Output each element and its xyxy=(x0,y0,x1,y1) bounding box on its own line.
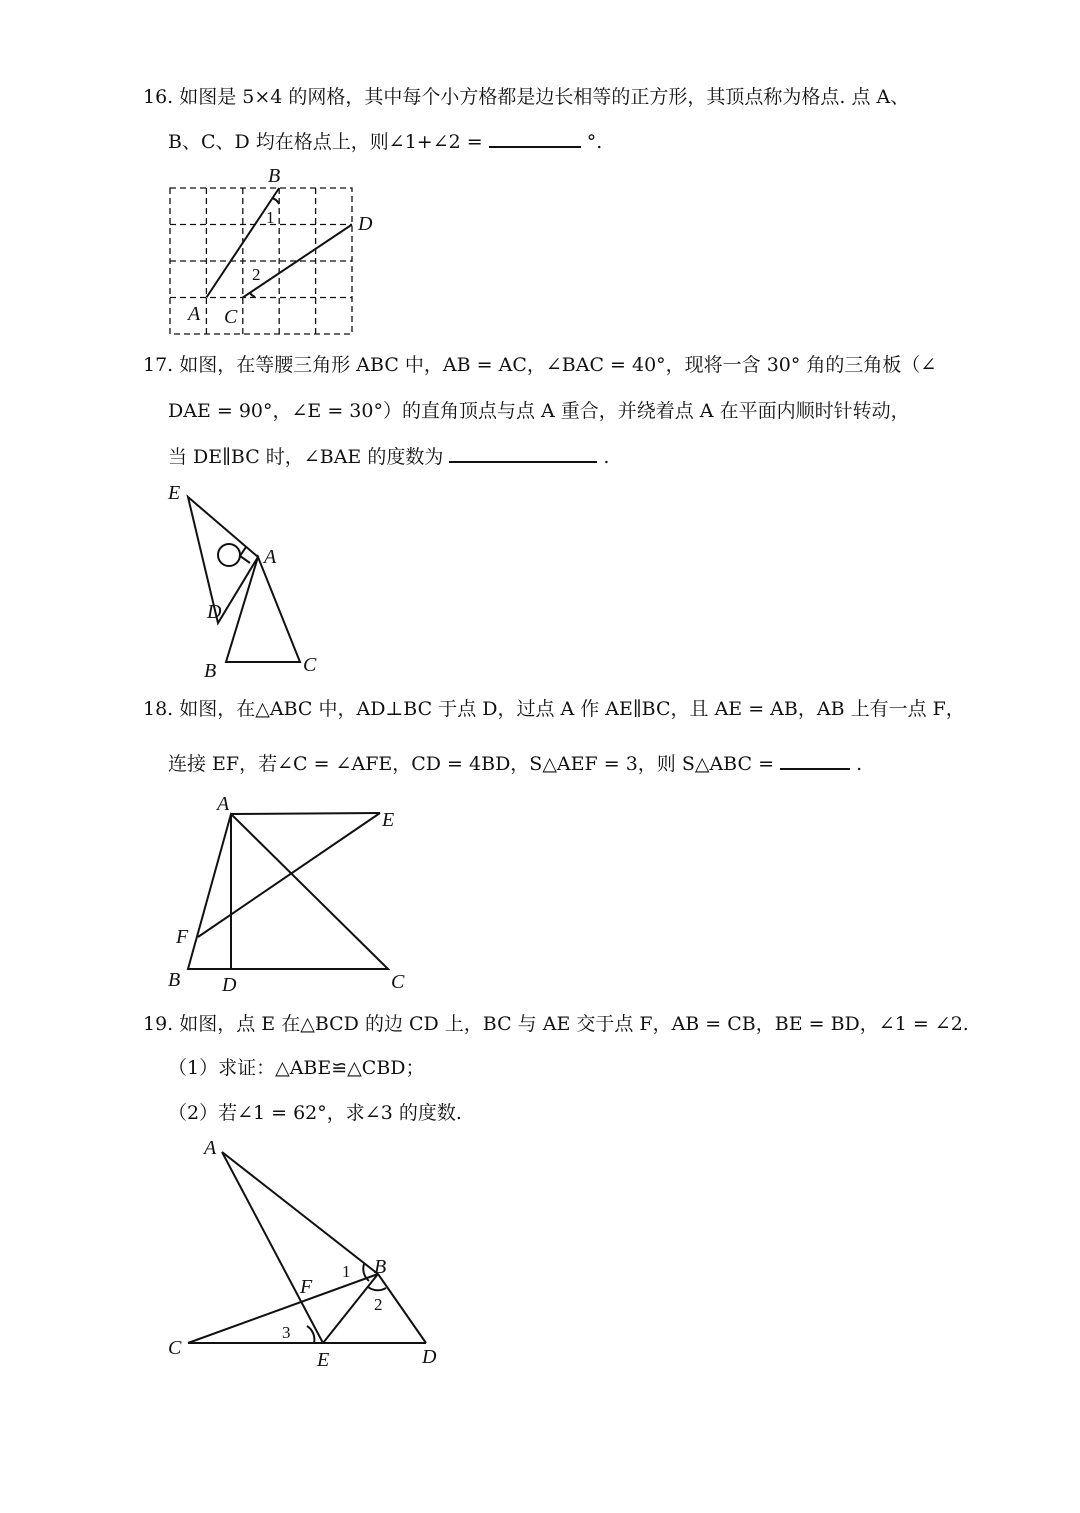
q18-triangle-abc xyxy=(188,814,388,969)
q18-segment-ae xyxy=(231,813,380,814)
q19-label-angle3: 3 xyxy=(282,1323,291,1342)
q18-label-c: C xyxy=(391,971,405,993)
q19-label-a: A xyxy=(204,1137,217,1159)
q17-triangle-figure xyxy=(160,475,340,685)
q18-label-d: D xyxy=(222,974,237,996)
q18-label-e: E xyxy=(382,809,395,831)
q18-text-line1: 18. 如图，在△ABC 中，AD⊥BC 于点 D，过点 A 作 AE∥BC，且 AE = AB，AB 上有一点 F， xyxy=(143,698,965,720)
q17-label-b: B xyxy=(204,660,217,682)
q16-text-line2-main: B、C、D 均在格点上，则∠1+∠2 = xyxy=(168,131,483,153)
q17-label-c: C xyxy=(303,654,317,676)
q17-text-line1: 17. 如图，在等腰三角形 ABC 中，AB = AC，∠BAC = 40°，现将一含 30° 角的三角板（∠ xyxy=(143,354,937,376)
q17-label-e: E xyxy=(168,482,181,504)
q17-set-square-hole xyxy=(218,544,240,566)
q17-text-line2: DAE = 90°，∠E = 30°）的直角顶点与点 A 重合，并绕着点 A 在平面内顺时针转动， xyxy=(168,400,910,422)
q17-text-line3 xyxy=(168,443,609,470)
q19-label-d: D xyxy=(422,1346,437,1368)
q19-angle2-arc xyxy=(368,1287,386,1290)
q16-label-b: B xyxy=(268,165,281,187)
q19-part2: （2）若∠1 = 62°，求∠3 的度数. xyxy=(168,1102,462,1124)
q16-grid-figure xyxy=(160,160,390,345)
q16-text-line1: 16. 如图是 5×4 的网格，其中每个小方格都是边长相等的正方形，其顶点称为格点. 点 A、 xyxy=(143,86,910,108)
q17-label-a: A xyxy=(264,546,277,568)
q17-set-square-ade xyxy=(188,497,258,623)
q16-text-line2 xyxy=(168,128,602,155)
q19-label-angle1: 1 xyxy=(342,1262,351,1281)
q19-segment-ae xyxy=(222,1152,323,1343)
q16-label-angle1: 1 xyxy=(266,208,275,227)
q16-text-line2-end: °. xyxy=(586,131,603,153)
q17-label-d: D xyxy=(207,601,222,623)
q19-segment-ab xyxy=(222,1152,378,1274)
q18-text-line2 xyxy=(168,750,862,777)
q16-angle1-arc xyxy=(272,198,279,204)
q18-label-b: B xyxy=(168,969,181,991)
q17-text-line3-end: . xyxy=(603,446,610,468)
q16-label-c: C xyxy=(224,306,238,328)
q19-label-b: B xyxy=(374,1256,387,1278)
q19-label-angle2: 2 xyxy=(374,1295,383,1314)
q17-text-line3-main: 当 DE∥BC 时，∠BAE 的度数为 xyxy=(168,446,444,468)
q18-triangle-figure xyxy=(160,790,420,1000)
q18-label-f: F xyxy=(176,926,189,948)
q19-segment-bd xyxy=(378,1274,426,1343)
q18-answer-blank[interactable] xyxy=(780,750,850,770)
q19-part1: （1）求证：△ABE≌△CBD； xyxy=(168,1057,425,1079)
q16-label-angle2: 2 xyxy=(252,265,261,284)
q17-answer-blank[interactable] xyxy=(449,443,597,463)
q19-text-line1: 19. 如图，点 E 在△BCD 的边 CD 上，BC 与 AE 交于点 F，AB = CB，BE = BD，∠1 = ∠2. xyxy=(143,1013,969,1035)
q19-triangle-figure xyxy=(160,1130,460,1380)
q16-label-d: D xyxy=(358,213,373,235)
q17-triangle-abc xyxy=(226,557,300,662)
q16-answer-blank[interactable] xyxy=(489,128,581,148)
q19-label-f: F xyxy=(300,1276,313,1298)
q18-text-line2-end: . xyxy=(856,753,863,775)
q19-label-e: E xyxy=(317,1349,330,1371)
q16-label-a: A xyxy=(188,303,201,325)
q18-text-line2-main: 连接 EF，若∠C = ∠AFE，CD = 4BD，S△AEF = 3，则 S△ABC = xyxy=(168,753,774,775)
q19-angle3-arc xyxy=(307,1326,314,1343)
q16-angle2-arc xyxy=(250,293,255,297)
q18-label-a: A xyxy=(217,793,230,815)
q19-label-c: C xyxy=(168,1337,182,1359)
